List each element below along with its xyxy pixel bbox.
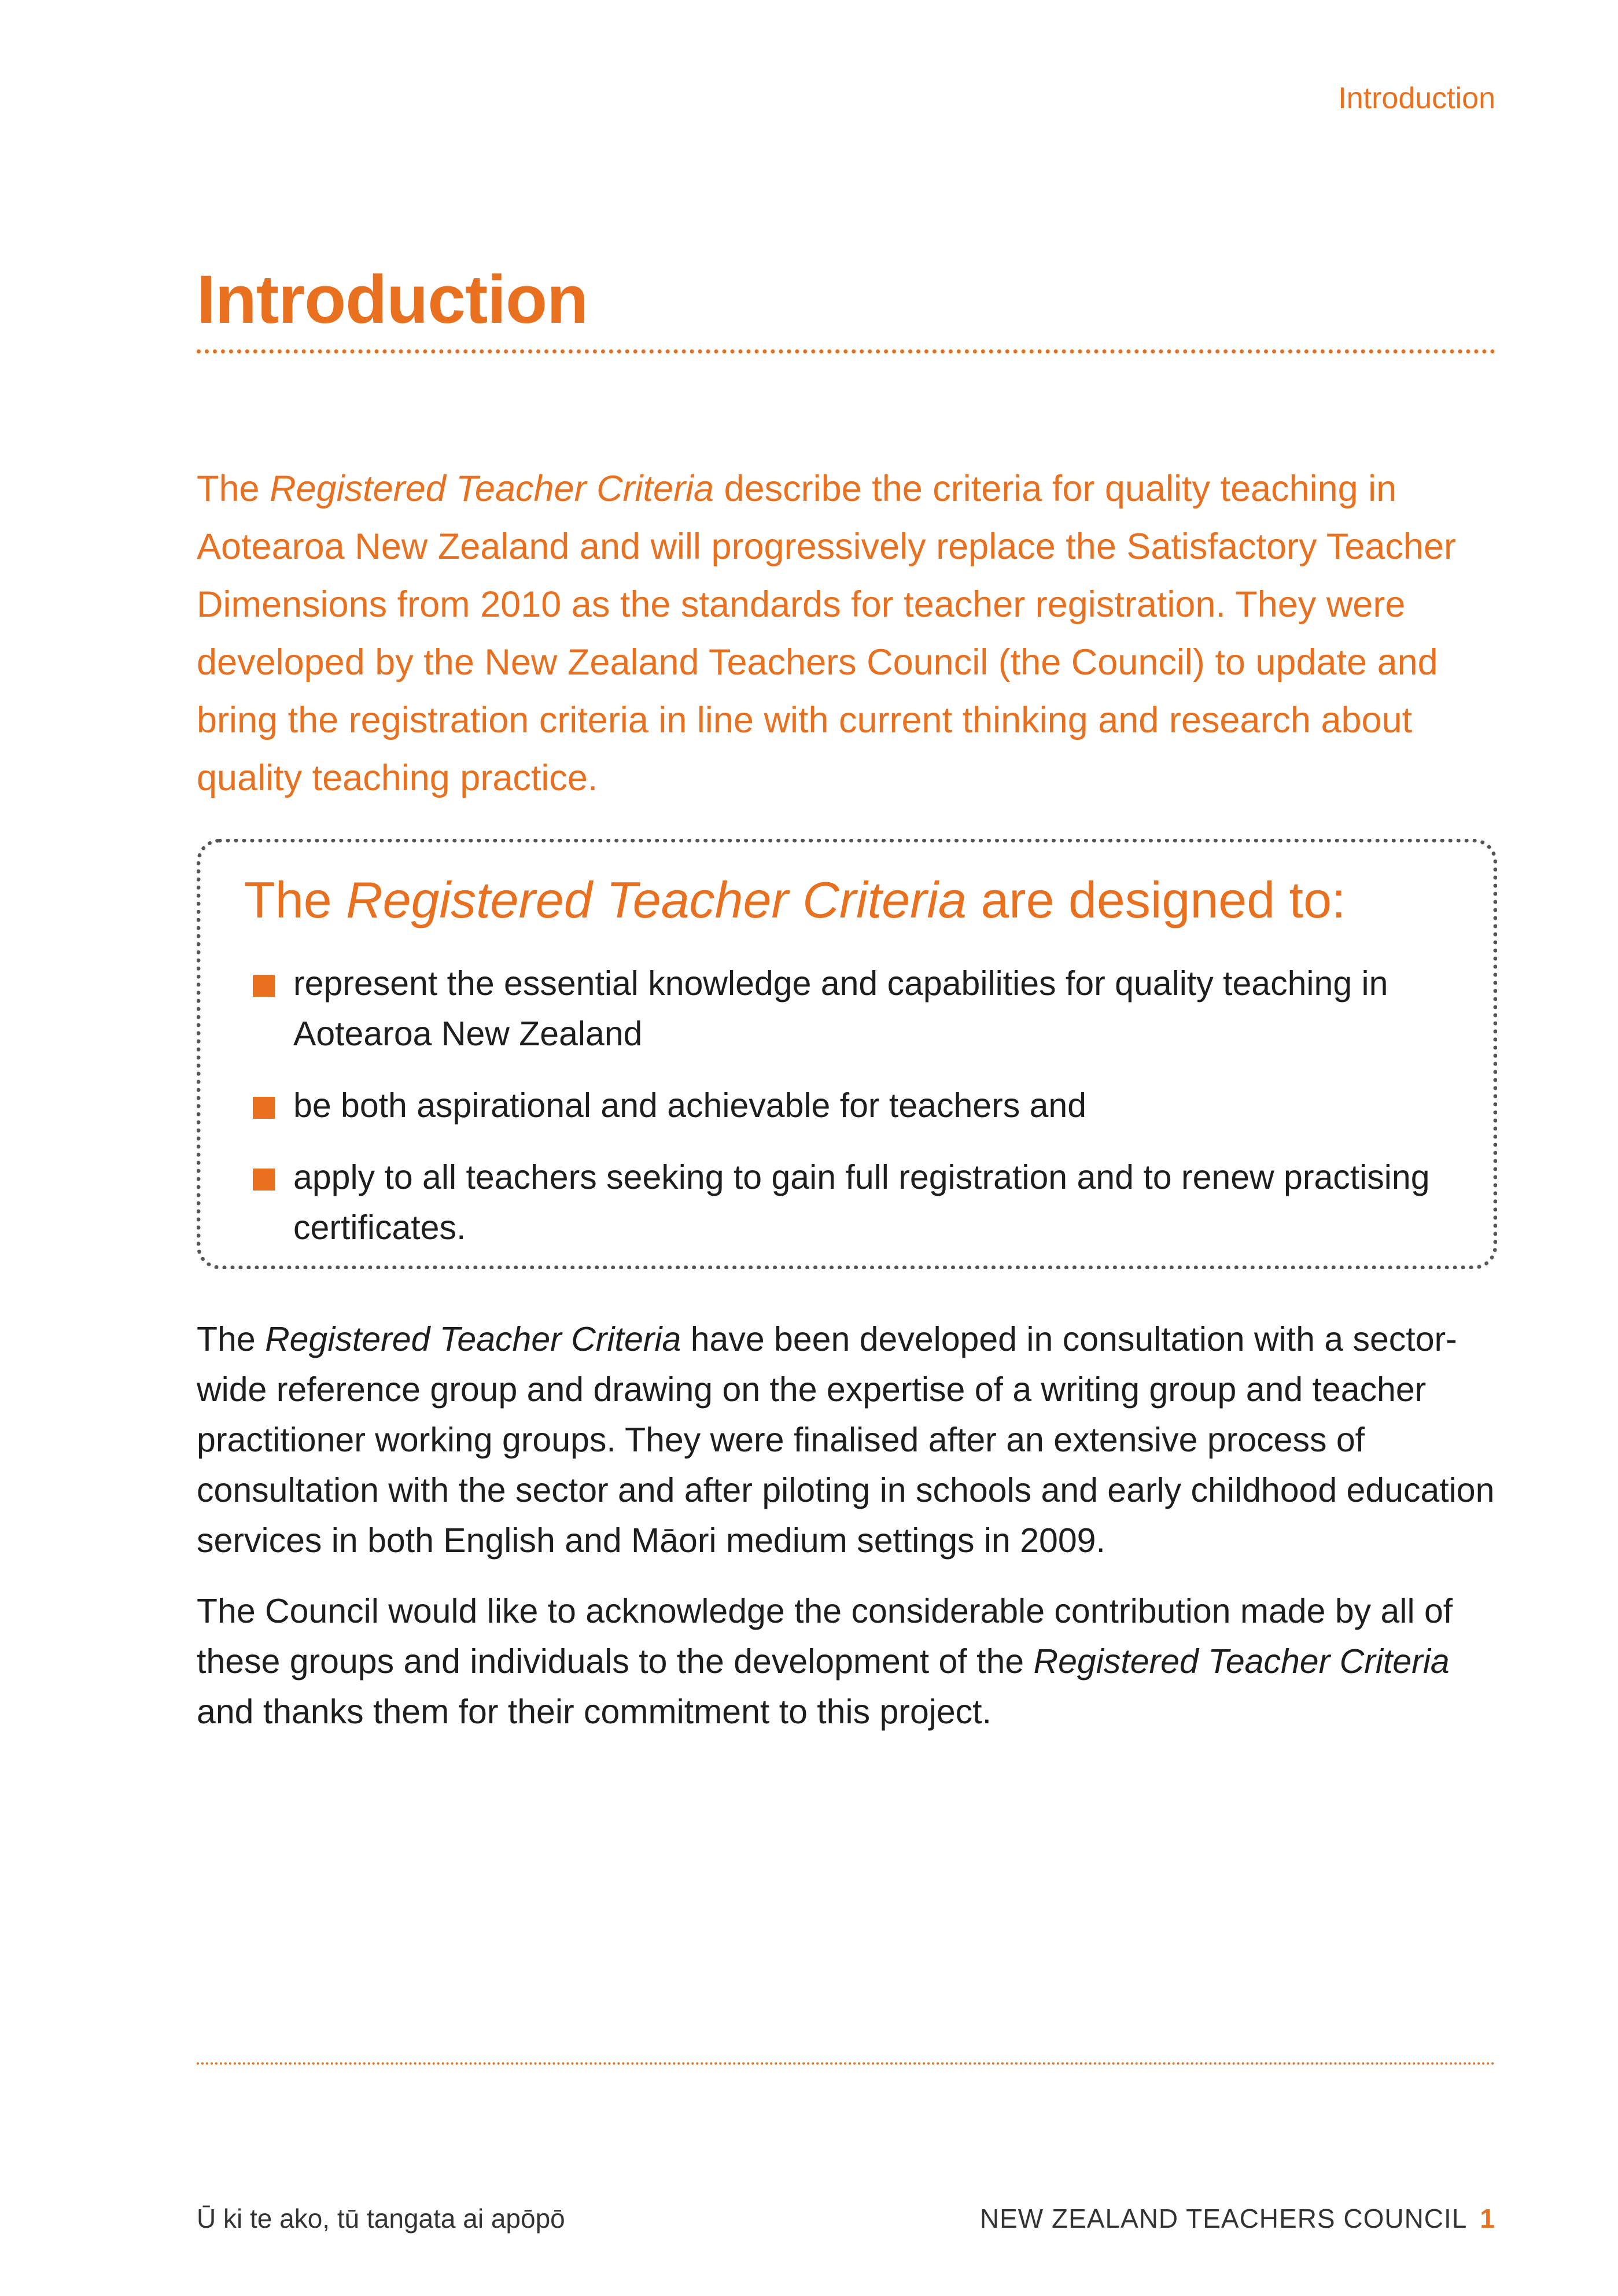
square-bullet-icon [253, 1169, 275, 1191]
intro-emphasis: Registered Teacher Criteria [270, 469, 714, 509]
callout-heading-end: are designed to: [966, 871, 1346, 928]
square-bullet-icon [253, 975, 275, 997]
footer-organisation [980, 2203, 1495, 2234]
para2-text-start: The [197, 1320, 266, 1358]
page-number: 1 [1480, 2203, 1495, 2234]
para3-text-start: The Council would like to acknowledge the considerable contribution made by all of these groups and individuals to the development of the [197, 1592, 1453, 1680]
title-divider [197, 349, 1495, 353]
callout-heading [244, 871, 1346, 930]
acknowledgement-paragraph [197, 1586, 1495, 1737]
para2-text-rest: have been developed in consultation with a sector-wide reference group and drawing on the expertise of a writing group and teacher practitioner working groups. They were finalised after an extensive process of consultation with the sector and after piloting in schools and early childhood education services in both English and Māori medium settings in 2009. [197, 1320, 1495, 1560]
square-bullet-icon [253, 1097, 275, 1119]
list-item-text: represent the essential knowledge and capabilities for quality teaching in Aotearoa New Zealand [293, 964, 1388, 1053]
para2-emphasis: Registered Teacher Criteria [265, 1320, 681, 1358]
criteria-list [253, 959, 1468, 1274]
list-item-text: be both aspirational and achievable for teachers and [293, 1086, 1087, 1125]
callout-heading-emphasis: Registered Teacher Criteria [346, 871, 967, 928]
consultation-paragraph [197, 1314, 1495, 1566]
intro-text-start: The [197, 469, 270, 509]
para3-text-rest: and thanks them for their commitment to this project. [197, 1693, 992, 1731]
running-header: Introduction [1338, 82, 1495, 115]
callout-heading-start: The [244, 871, 347, 928]
organisation-name: NEW ZEALAND TEACHERS COUNCIL [979, 2203, 1468, 2234]
intro-paragraph [197, 460, 1495, 807]
page-title: Introduction [197, 261, 588, 338]
criteria-callout-box [197, 839, 1497, 1269]
footer-divider [197, 2062, 1495, 2065]
intro-text-rest: describe the criteria for quality teaching in Aotearoa New Zealand and will progressively replace the Satisfactory Teacher Dimensions from 2010 as the standards for teacher registration. They were developed by the New Zealand Teachers Council (the Council) to update and bring the registration criteria in line with current thinking and research about quality teaching practice. [197, 469, 1456, 798]
para3-emphasis: Registered Teacher Criteria [1033, 1642, 1450, 1680]
list-item [253, 1081, 1468, 1131]
footer-motto: Ū ki te ako, tū tangata ai apōpō [197, 2203, 565, 2234]
list-item-text: apply to all teachers seeking to gain full registration and to renew practising certificates. [293, 1158, 1430, 1247]
list-item [253, 959, 1468, 1059]
list-item [253, 1152, 1468, 1253]
